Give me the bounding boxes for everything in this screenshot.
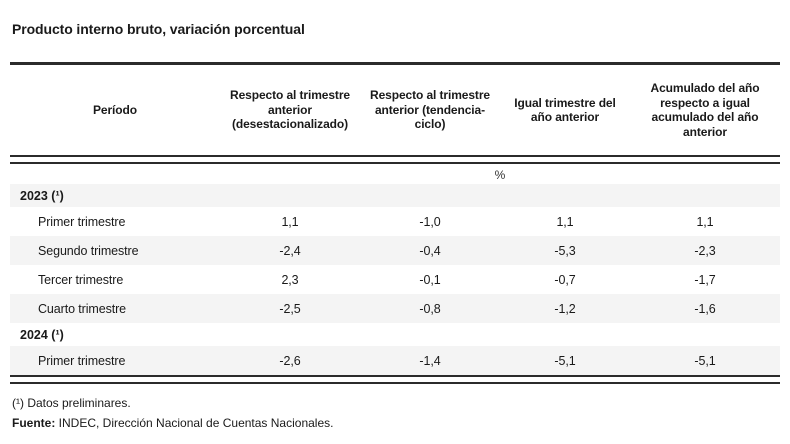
value-igual-trimestre: -5,1 xyxy=(554,353,576,368)
value-igual-trimestre: -5,3 xyxy=(554,243,576,258)
group-label-2023: 2023 (¹) xyxy=(20,188,64,203)
table-row-2023-q1 xyxy=(10,207,780,236)
value-desestacionalizado: -2,4 xyxy=(279,243,301,258)
column-header-tendencia-ciclo: Respecto al trimestre anterior (tendencia-ciclo) xyxy=(370,88,490,132)
column-header-acumulado: Acumulado del año respecto a igual acumulado del año anterior xyxy=(650,81,760,139)
page-title: Producto interno bruto, variación porcentual xyxy=(12,21,305,37)
unit-row xyxy=(10,164,780,184)
value-igual-trimestre: -0,7 xyxy=(554,272,576,287)
value-igual-trimestre: -1,2 xyxy=(554,301,576,316)
group-label-2024: 2024 (¹) xyxy=(20,327,64,342)
period-label: Cuarto trimestre xyxy=(38,301,127,316)
value-tendencia-ciclo: -1,0 xyxy=(419,214,441,229)
table-row-2023-q3 xyxy=(10,265,780,294)
source-text: INDEC, Dirección Nacional de Cuentas Nacionales. xyxy=(55,416,334,430)
table-header-row xyxy=(10,62,780,155)
value-tendencia-ciclo: -0,8 xyxy=(419,301,441,316)
value-igual-trimestre: 1,1 xyxy=(556,214,574,229)
table-group-row-2024 xyxy=(10,323,780,346)
period-label: Primer trimestre xyxy=(38,214,126,229)
value-desestacionalizado: -2,5 xyxy=(279,301,301,316)
table-bottom-rule xyxy=(10,375,780,384)
unit-label: % xyxy=(494,168,506,182)
column-header-periodo: Período xyxy=(93,102,137,117)
value-tendencia-ciclo: -0,4 xyxy=(419,243,441,258)
value-tendencia-ciclo: -1,4 xyxy=(419,353,441,368)
source-label: Fuente: xyxy=(12,416,56,430)
value-desestacionalizado: 2,3 xyxy=(281,272,299,287)
value-acumulado: 1,1 xyxy=(696,214,714,229)
value-desestacionalizado: 1,1 xyxy=(281,214,299,229)
column-header-igual-trimestre: Igual trimestre del año anterior xyxy=(514,95,616,124)
period-label: Segundo trimestre xyxy=(38,243,139,258)
value-acumulado: -5,1 xyxy=(694,353,716,368)
table-row-2023-q2 xyxy=(10,236,780,265)
value-acumulado: -1,7 xyxy=(694,272,716,287)
header-bottom-rule xyxy=(10,155,780,164)
table-row-2024-q1 xyxy=(10,346,780,375)
column-header-desestacionalizado: Respecto al trimestre anterior (desestacionalizado) xyxy=(230,88,350,132)
footnotes xyxy=(12,396,790,431)
period-label: Primer trimestre xyxy=(38,353,126,368)
table-row-2023-q4 xyxy=(10,294,780,323)
footnote-preliminary: (¹) Datos preliminares. xyxy=(12,396,131,410)
value-tendencia-ciclo: -0,1 xyxy=(419,272,441,287)
value-desestacionalizado: -2,6 xyxy=(279,353,301,368)
table-group-row-2023 xyxy=(10,184,780,207)
gdp-table xyxy=(10,62,780,384)
value-acumulado: -1,6 xyxy=(694,301,716,316)
period-label: Tercer trimestre xyxy=(38,272,124,287)
source-line xyxy=(12,416,790,431)
value-acumulado: -2,3 xyxy=(694,243,716,258)
